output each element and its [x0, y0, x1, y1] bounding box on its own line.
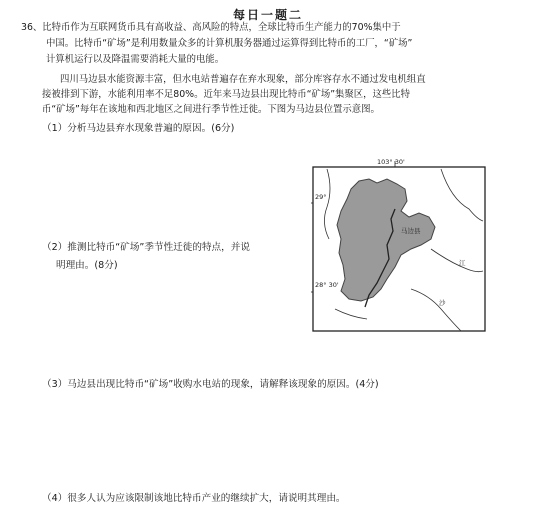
- lon-label: 103° 30': [377, 159, 405, 166]
- question-1: （1）分析马边县弃水现象普遍的原因。(6分): [42, 123, 235, 134]
- intro-line-1: 36、比特币作为互联网货币具有高收益、高风险的特点，全球比特币生产能力的70%集中于: [21, 22, 401, 33]
- intro-line-6: 币“矿场”每年在该地和西北地区之间进行季节性迁徙。下图为马边县位置示意图。: [42, 104, 380, 115]
- intro-line-5: 接被排到下游，水能利用率不足80%。近年来马边县出现比特币“矿场”集聚区，这些比特: [42, 89, 411, 100]
- question-4: （4）很多人认为应该限制该地比特币产业的继续扩大，请说明其理由。: [42, 493, 346, 504]
- lat-bottom-label: 28° 30': [315, 281, 339, 289]
- county-label: 马边县: [401, 227, 421, 235]
- river-label-1: 江: [459, 259, 466, 267]
- question-2-line-1: （2）推测比特币“矿场”季节性迁徙的特点，并说: [42, 242, 250, 253]
- river-label-2: 沙: [439, 299, 446, 307]
- lat-top-label: 29°: [315, 193, 327, 201]
- question-2-line-2: 明理由。(8分): [56, 260, 118, 271]
- intro-line-2: 中国。比特币“矿场”是利用数量众多的计算机服务器通过运算得到比特币的工厂，“矿场”: [46, 38, 413, 49]
- page-title: 每日一题二: [232, 8, 303, 22]
- intro-line-4: 四川马边县水能资源丰富，但水电站普遍存在弃水现象，部分库容存水不通过发电机组直: [60, 74, 426, 85]
- question-3: （3）马边县出现比特币“矿场”收购水电站的现象，请解释该现象的原因。(4分): [42, 379, 379, 390]
- location-map: [311, 159, 487, 333]
- intro-line-3: 计算机运行以及降温需要消耗大量的电能。: [46, 54, 225, 65]
